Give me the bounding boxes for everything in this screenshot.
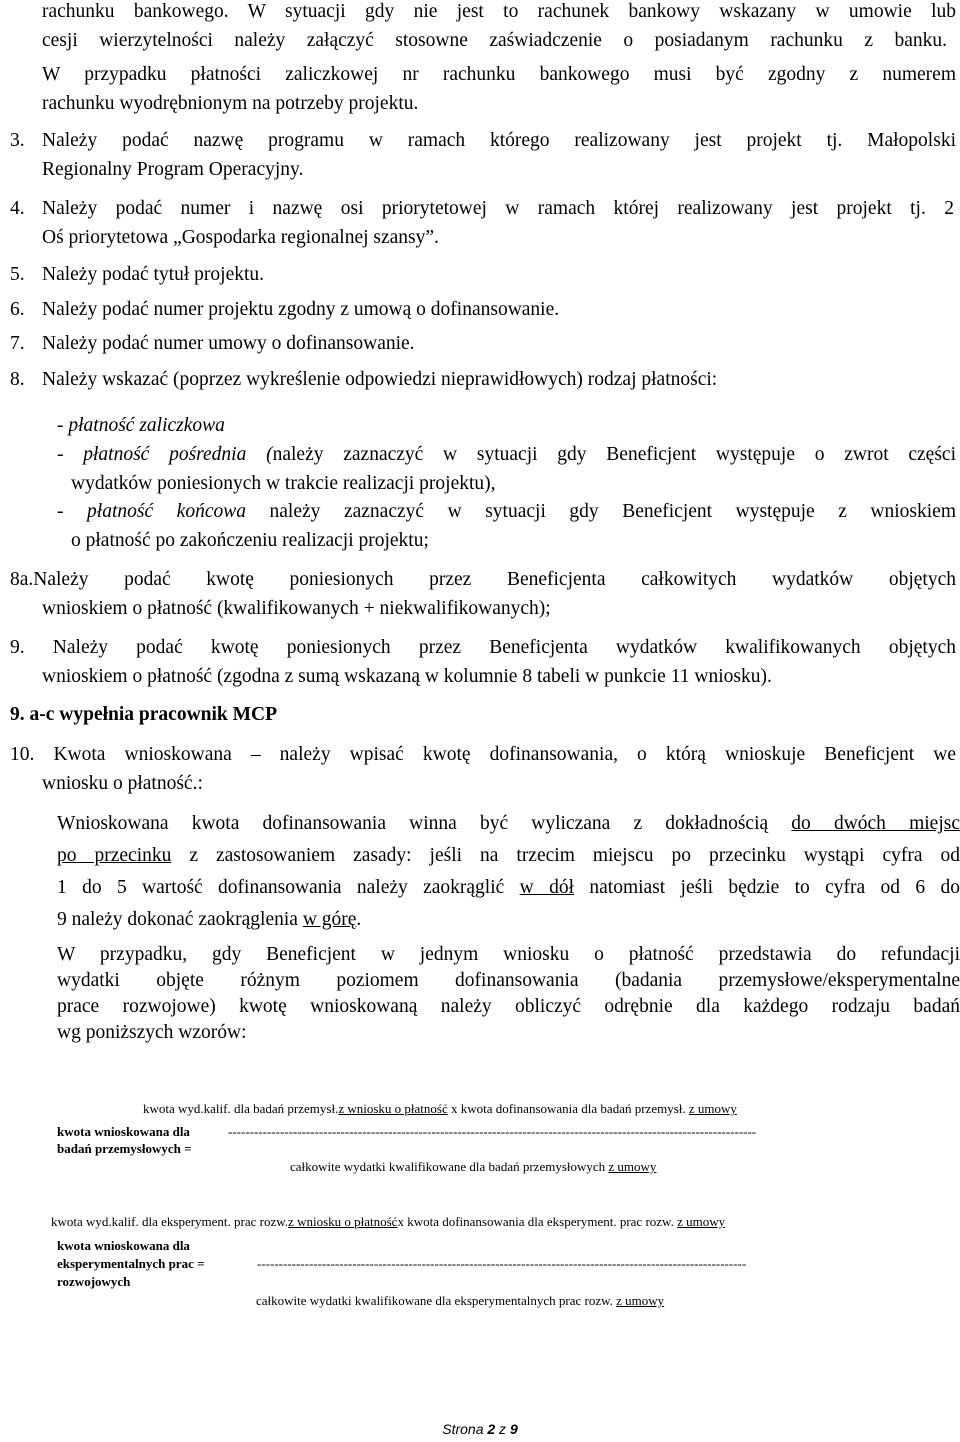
rounding-underline-4: w górę <box>302 909 357 930</box>
refund-line-1: W przypadku, gdy Beneficjent w jednym wniosku o płatność przedstawia do refundacji <box>57 944 960 965</box>
rounding-text-1: Wnioskowana kwota dofinansowania winna być wyliczana z dokładnością <box>57 813 792 834</box>
formula-1-label-line-2: badań przemysłowych = <box>57 1141 192 1156</box>
intro-line-1: rachunku bankowego. W sytuacji gdy nie jest to rachunek bankowy wskazany w umowie lub <box>42 1 956 22</box>
payment-intermediate-line-2: wydatków poniesionych w trakcie realizacji projektu), <box>71 473 496 494</box>
footer-separator: z <box>495 1421 510 1437</box>
item-3-line-1: Należy podać nazwę programu w ramach którego realizowany jest projekt tj. Małopolski <box>42 130 956 151</box>
rounding-line-4 <box>57 908 361 932</box>
intro-line-3: W przypadku płatności zaliczkowej nr rachunku bankowego musi być zgodny z numerem <box>42 64 956 85</box>
payment-intermediate-desc: należy zaznaczyć w sytuacji gdy Beneficjent występuje o zwrot części <box>272 444 956 465</box>
rounding-text-4: 9 należy dokonać zaokrąglenia <box>57 909 303 930</box>
rounding-text-3: 1 do 5 wartość dofinansowania należy zaokrąglić <box>57 877 520 898</box>
payment-final-line-2: o płatność po zakończeniu realizacji projektu; <box>71 530 429 551</box>
item-9-line-1: 9. Należy podać kwotę poniesionych przez Beneficjenta wydatków kwalifikowanych objętych <box>10 637 956 658</box>
formula-1-numerator <box>143 1101 737 1117</box>
formula-2-den-text: całkowite wydatki kwalifikowane dla eksperymentalnych prac rozw. <box>256 1293 617 1308</box>
item-10-line-1: 10. Kwota wnioskowana – należy wpisać kwotę dofinansowania, o którą wnioskuje Beneficjent we <box>10 744 956 765</box>
item-9ac-heading: 9. a-c wypełnia pracownik MCP <box>10 704 278 725</box>
refund-line-2: wydatki objęte różnym poziomem dofinansowania (badania przemysłowe/eksperymentalne <box>57 970 960 991</box>
item-8-number: 8. <box>10 369 25 390</box>
intro-line-2: cesji wierzytelności należy załączyć stosowne zaświadczenie o posiadanym rachunku z banku. <box>42 30 947 51</box>
formula-2-fraction-bar: ----------------------------------------------------------------------------------------------------------------- <box>257 1256 747 1271</box>
rounding-line-1 <box>57 812 960 836</box>
page-footer <box>0 1421 960 1437</box>
rounding-text-3b: natomiast jeśli będzie to cyfra od 6 do <box>574 877 960 898</box>
item-6-text: Należy podać numer projektu zgodny z umową o dofinansowanie. <box>42 299 560 320</box>
formula-2-num-underline: z wniosku o płatność <box>288 1214 398 1229</box>
formula-2-numerator <box>51 1214 725 1230</box>
rounding-underline-3: w dół <box>519 877 575 898</box>
refund-line-4: wg poniższych wzorów: <box>57 1022 247 1043</box>
footer-page-total: 9 <box>509 1421 518 1437</box>
formula-2-label-line-3: rozwojowych <box>57 1274 131 1289</box>
item-7-number: 7. <box>10 333 25 354</box>
formula-2-num-text-2: x kwota dofinansowania dla eksperyment. prac rozw. <box>397 1214 678 1229</box>
item-4-number: 4. <box>10 198 25 219</box>
item-3-number: 3. <box>10 130 25 151</box>
rounding-underline-2: po przecinku <box>57 845 172 866</box>
formula-2-label-line-2: eksperymentalnych prac = <box>57 1256 205 1271</box>
intro-line-4: rachunku wyodrębnionym na potrzeby projektu. <box>42 93 419 114</box>
formula-2-den-underline: z umowy <box>616 1293 665 1308</box>
item-3-line-2: Regionalny Program Operacyjny. <box>42 159 304 180</box>
rounding-line-2 <box>57 844 960 868</box>
formula-2-denominator <box>256 1293 664 1309</box>
footer-prefix: Strona <box>442 1421 488 1437</box>
item-9-line-2: wnioskiem o płatność (zgodna z sumą wskazaną w kolumnie 8 tabeli w punkcie 11 wniosku). <box>42 666 772 687</box>
formula-2-num-underline-2: z umowy <box>677 1214 726 1229</box>
formula-1-den-text: całkowite wydatki kwalifikowane dla badań przemysłowych <box>290 1159 609 1174</box>
refund-line-3: prace rozwojowe) kwotę wnioskowaną należy obliczyć odrębnie dla każdego rodzaju badań <box>57 996 960 1017</box>
rounding-underline-1: do dwóch miejsc <box>791 813 960 834</box>
item-4-line-2: Oś priorytetowa „Gospodarka regionalnej szansy”. <box>42 227 439 248</box>
formula-1-num-text-2: x kwota dofinansowania dla badań przemysł. <box>447 1101 689 1116</box>
formula-1-fraction-bar: -------------------------------------------------------------------------------------------------------------------------- <box>228 1124 757 1139</box>
payment-final-label: - płatność końcowa <box>57 501 246 522</box>
item-5-number: 5. <box>10 264 25 285</box>
formula-1-label-line-1: kwota wnioskowana dla <box>57 1124 190 1139</box>
formula-1-num-underline-2: z umowy <box>688 1101 737 1116</box>
formula-2-num-text: kwota wyd.kalif. dla eksperyment. prac rozw. <box>51 1214 289 1229</box>
formula-2-label-line-1: kwota wnioskowana dla <box>57 1238 190 1253</box>
item-10-line-2: wniosku o płatność.: <box>42 773 203 794</box>
formula-1-denominator <box>290 1159 656 1175</box>
item-8-text: Należy wskazać (poprzez wykreślenie odpowiedzi nieprawidłowych) rodzaj płatności: <box>42 369 718 390</box>
item-8a-line-1: 8a.Należy podać kwotę poniesionych przez Beneficjenta całkowitych wydatków objętych <box>10 569 956 590</box>
payment-intermediate-label: - płatność pośrednia ( <box>57 444 273 465</box>
footer-page-number: 2 <box>487 1421 496 1437</box>
item-8a-line-2: wnioskiem o płatność (kwalifikowanych + niekwalifikowanych); <box>42 598 551 619</box>
payment-final-line-1 <box>57 500 956 524</box>
item-6-number: 6. <box>10 299 25 320</box>
formula-1-num-underline: z wniosku o płatność <box>338 1101 448 1116</box>
item-7-text: Należy podać numer umowy o dofinansowanie. <box>42 333 415 354</box>
item-5-text: Należy podać tytuł projektu. <box>42 264 265 285</box>
rounding-line-3 <box>57 876 960 900</box>
rounding-text-2: z zastosowaniem zasady: jeśli na trzecim miejscu po przecinku wystąpi cyfra od <box>171 845 960 866</box>
formula-1-den-underline: z umowy <box>608 1159 657 1174</box>
payment-final-desc: należy zaznaczyć w sytuacji gdy Beneficjent występuje z wnioskiem <box>245 501 956 522</box>
payment-intermediate-line-1 <box>57 443 956 467</box>
item-4-line-1: Należy podać numer i nazwę osi priorytetowej w ramach której realizowany jest projekt tj. 2 <box>42 198 954 219</box>
payment-advance: - płatność zaliczkowa <box>57 415 225 436</box>
formula-1-num-text: kwota wyd.kalif. dla badań przemysł. <box>143 1101 339 1116</box>
rounding-text-4b: . <box>356 909 362 930</box>
